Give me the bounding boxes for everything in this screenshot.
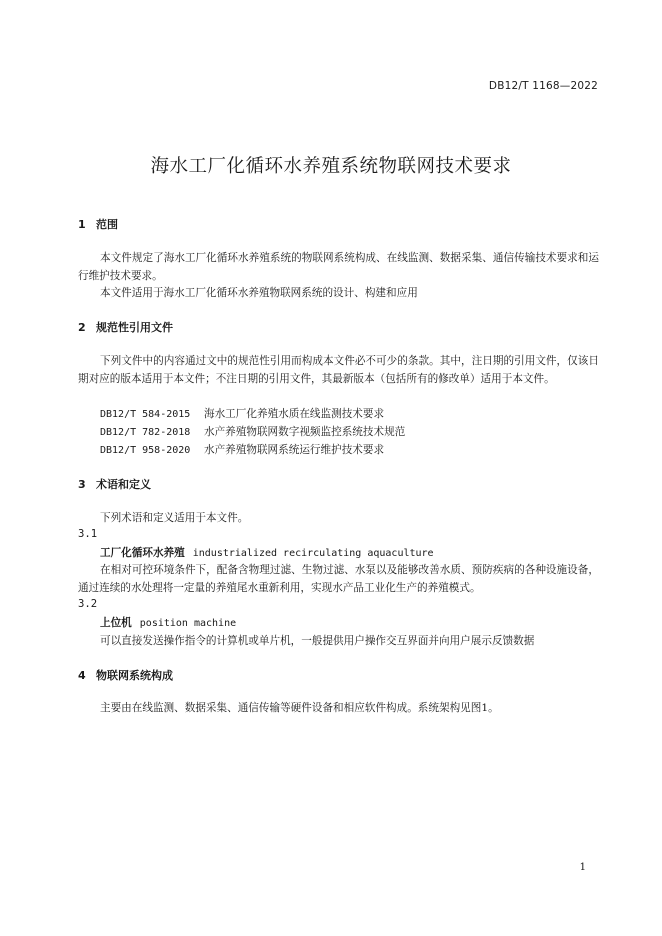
section-number: 1 xyxy=(78,218,86,231)
reference-item xyxy=(100,424,405,439)
term-definition: 在相对可控环境条件下，配备含物理过滤、生物过滤、水泵以及能够改善水质、预防疾病的各种设施设备，通过连续的水处理将一定量的养殖尾水重新利用，实现水产品工业化生产的养殖模式。 xyxy=(78,564,599,594)
section-1-heading xyxy=(78,216,118,232)
section-3-heading xyxy=(78,476,151,492)
term-number: 3.1 xyxy=(78,528,98,540)
document-number: DB12/T 1168—2022 xyxy=(488,80,598,92)
section-4-paragraph-1: 主要由在线监测、数据采集、通信传输等硬件设备和相应软件构成。系统架构见图1。 xyxy=(100,702,499,714)
term-english: position machine xyxy=(139,618,237,629)
reference-title: 海水工厂化养殖水质在线监测技术要求 xyxy=(204,408,385,420)
section-3-intro: 下列术语和定义适用于本文件。 xyxy=(100,512,249,524)
page-title: 海水工厂化循环水养殖系统物联网技术要求 xyxy=(150,156,512,177)
term-chinese: 工厂化循环水养殖 xyxy=(100,547,185,559)
term-chinese: 上位机 xyxy=(100,617,132,629)
reference-item xyxy=(100,442,384,457)
section-title: 物联网系统构成 xyxy=(96,669,173,682)
term-english: industrialized recirculating aquaculture xyxy=(192,548,434,559)
reference-code: DB12/T 584-2015 xyxy=(100,409,191,420)
section-4-heading xyxy=(78,667,173,683)
section-number: 3 xyxy=(78,478,86,491)
term-number: 3.2 xyxy=(78,598,98,610)
section-number: 4 xyxy=(78,669,86,682)
section-2-paragraph-1: 下列文件中的内容通过文中的规范性引用而构成本文件必不可少的条款。其中，注日期的引用文件，仅该日期对应的版本适用于本文件；不注日期的引用文件，其最新版本（包括所有的修改单）适用于本文件。 xyxy=(78,355,599,385)
reference-title: 水产养殖物联网数字视频监控系统技术规范 xyxy=(204,426,406,438)
term-heading xyxy=(100,545,434,560)
section-title: 范围 xyxy=(96,218,118,231)
reference-item xyxy=(100,406,384,421)
term-heading xyxy=(100,615,236,630)
section-number: 2 xyxy=(78,321,86,334)
section-2-heading xyxy=(78,319,173,335)
section-1-paragraph-1: 本文件规定了海水工厂化循环水养殖系统的物联网系统构成、在线监测、数据采集、通信传输技术要求和运行维护技术要求。 xyxy=(78,252,599,282)
reference-code: DB12/T 782-2018 xyxy=(100,427,191,438)
section-1-paragraph-2: 本文件适用于海水工厂化循环水养殖物联网系统的设计、构建和应用 xyxy=(100,287,418,299)
section-title: 规范性引用文件 xyxy=(96,321,173,334)
reference-code: DB12/T 958-2020 xyxy=(100,445,191,456)
reference-title: 水产养殖物联网系统运行维护技术要求 xyxy=(204,444,385,456)
page-number: 1 xyxy=(579,862,586,873)
term-definition: 可以直接发送操作指令的计算机或单片机，一般提供用户操作交互界面并向用户展示反馈数据 xyxy=(100,635,535,647)
section-title: 术语和定义 xyxy=(96,478,151,491)
